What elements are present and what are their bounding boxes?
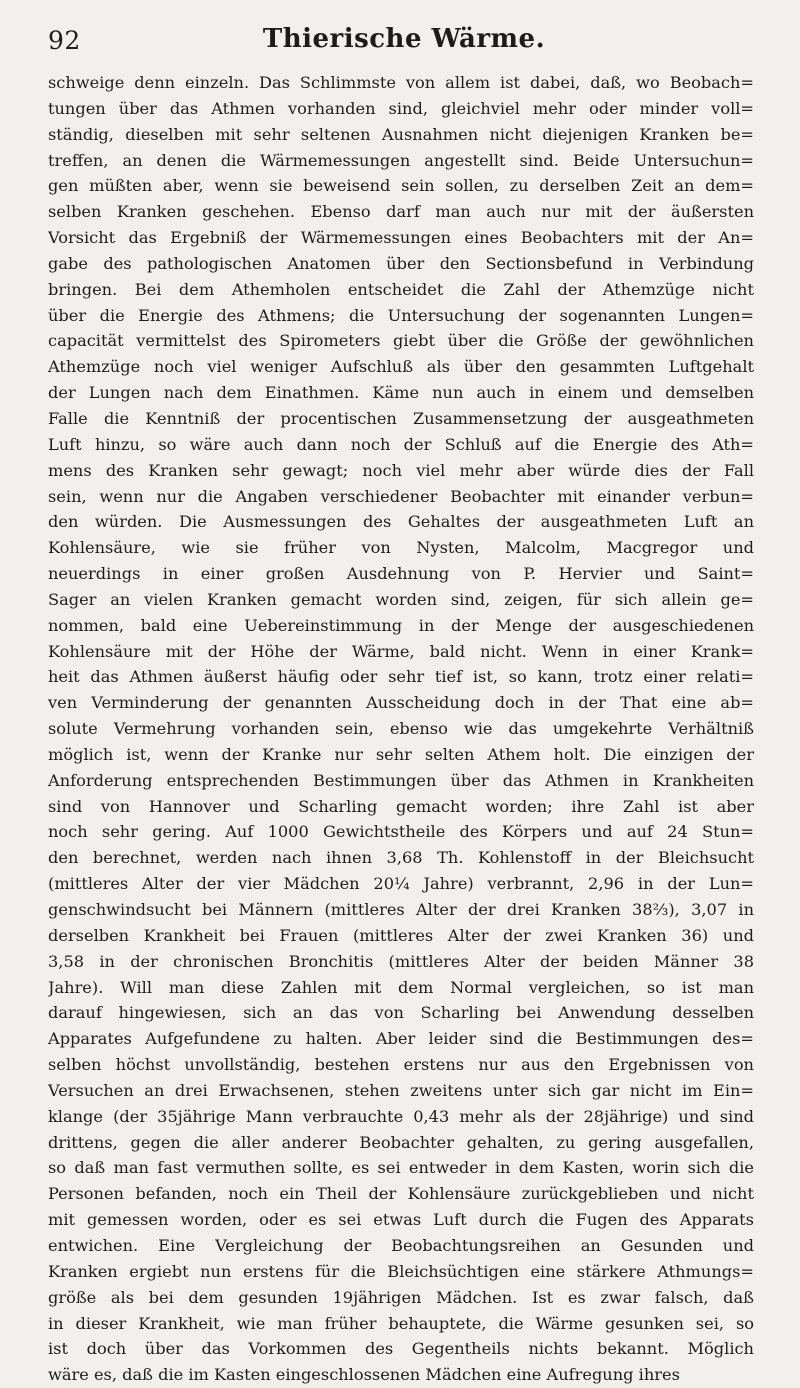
text-line: der Lungen nach dem Einathmen. Käme nun auch in einem und demselben	[48, 383, 754, 403]
text-line: Falle die Kenntniß der procentischen Zusammensetzung der ausgeathmeten	[48, 408, 754, 428]
text-line: schweige denn einzeln. Das Schlimmste von allem ist dabei, daß, wo Beobach=	[48, 73, 754, 92]
text-line: in dieser Krankheit, wie man früher behauptete, die Wärme gesunken sei, so	[48, 1313, 754, 1333]
body-text	[48, 70, 754, 1388]
text-line: Vorsicht das Ergebniß der Wärmemessungen eines Beobachters mit der An=	[48, 228, 754, 248]
text-line: Apparates Aufgefundene zu halten. Aber leider sind die Bestimmungen des=	[48, 1029, 754, 1049]
text-line: Personen befanden, noch ein Theil der Kohlensäure zurückgeblieben und nicht	[48, 1184, 754, 1204]
text-line: ven Verminderung der genannten Ausscheidung doch in der That eine ab=	[48, 693, 754, 713]
text-line: noch sehr gering. Auf 1000 Gewichtstheile des Körpers und auf 24 Stun=	[48, 822, 754, 842]
text-line: ist doch über das Vorkommen des Gegentheils nichts bekannt. Möglich	[48, 1339, 754, 1359]
text-line: solute Vermehrung vorhanden sein, ebenso wie das umgekehrte Verhältniß	[48, 719, 754, 739]
text-line: Jahre). Will man diese Zahlen mit dem Normal vergleichen, so ist man	[48, 977, 754, 997]
page-header	[48, 20, 760, 60]
text-line: mens des Kranken sehr gewagt; noch viel mehr aber würde dies der Fall	[48, 460, 754, 480]
text-line: über die Energie des Athmens; die Untersuchung der sogenannten Lungen=	[48, 305, 754, 325]
text-line: derselben Krankheit bei Frauen (mittleres Alter der zwei Kranken 36) und	[48, 925, 754, 945]
text-line: sind von Hannover und Scharling gemacht worden; ihre Zahl ist aber	[48, 796, 754, 816]
text-line: Kohlensäure, wie sie früher von Nysten, Malcolm, Macgregor und	[48, 538, 754, 558]
text-line: den würden. Die Ausmessungen des Gehaltes der ausgeathmeten Luft an	[48, 512, 754, 532]
text-line: treffen, an denen die Wärmemessungen angestellt sind. Beide Untersuchun=	[48, 150, 754, 170]
text-line: genschwindsucht bei Männern (mittleres Alter der drei Kranken 38⅔), 3,07 in	[48, 900, 754, 919]
text-line: heit das Athmen äußerst häufig oder sehr tief ist, so kann, trotz einer relati=	[48, 667, 754, 687]
text-line: drittens, gegen die aller anderer Beobachter gehalten, zu gering ausgefallen,	[48, 1132, 754, 1152]
text-line: so daß man fast vermuthen sollte, es sei entweder in dem Kasten, worin sich die	[48, 1158, 754, 1178]
text-line: Athemzüge noch viel weniger Aufschluß als über den gesammten Luftgehalt	[48, 357, 754, 377]
text-line: Versuchen an drei Erwachsenen, stehen zweitens unter sich gar nicht im Ein=	[48, 1080, 754, 1100]
text-line: Anforderung entsprechenden Bestimmungen über das Athmen in Krankheiten	[48, 770, 754, 790]
text-line: selben Kranken geschehen. Ebenso darf man auch nur mit der äußersten	[48, 202, 754, 222]
text-line: Sager an vielen Kranken gemacht worden sind, zeigen, für sich allein ge=	[48, 589, 754, 609]
text-line: größe als bei dem gesunden 19jährigen Mädchen. Ist es zwar falsch, daß	[48, 1287, 754, 1307]
text-line: bringen. Bei dem Athemholen entscheidet die Zahl der Athemzüge nicht	[48, 279, 754, 299]
text-line: nommen, bald eine Uebereinstimmung in der Menge der ausgeschiedenen	[48, 615, 754, 635]
text-line: Kranken ergiebt nun erstens für die Bleichsüchtigen eine stärkere Athmungs=	[48, 1261, 754, 1281]
text-line: wäre es, daß die im Kasten eingeschlossenen Mädchen eine Aufregung ihres	[48, 1365, 680, 1385]
text-line: sein, wenn nur die Angaben verschiedener Beobachter mit einander verbun=	[48, 486, 754, 506]
text-line: gabe des pathologischen Anatomen über den Sectionsbefund in Verbindung	[48, 253, 754, 273]
text-line: 3,58 in der chronischen Bronchitis (mittleres Alter der beiden Männer 38	[48, 951, 754, 971]
text-line: mit gemessen worden, oder es sei etwas Luft durch die Fugen des Apparats	[48, 1210, 754, 1230]
text-line: capacität vermittelst des Spirometers giebt über die Größe der gewöhnlichen	[48, 331, 754, 351]
text-line: ständig, dieselben mit sehr seltenen Ausnahmen nicht diejenigen Kranken be=	[48, 124, 754, 144]
text-line: möglich ist, wenn der Kranke nur sehr selten Athem holt. Die einzigen der	[48, 744, 754, 764]
text-line: (mittleres Alter der vier Mädchen 20¼ Jahre) verbrannt, 2,96 in der Lun=	[48, 874, 754, 894]
running-title: Thierische Wärme.	[262, 24, 546, 54]
text-line: tungen über das Athmen vorhanden sind, gleichviel mehr oder minder voll=	[48, 98, 754, 118]
text-line: neuerdings in einer großen Ausdehnung von P. Hervier und Saint=	[48, 564, 754, 584]
text-line: darauf hingewiesen, sich an das von Scharling bei Anwendung desselben	[48, 1003, 754, 1023]
text-line: gen müßten aber, wenn sie beweisend sein sollen, zu derselben Zeit an dem=	[48, 176, 754, 196]
text-line: Kohlensäure mit der Höhe der Wärme, bald nicht. Wenn in einer Krank=	[48, 641, 754, 661]
text-line: selben höchst unvollständig, bestehen erstens nur aus den Ergebnissen von	[48, 1055, 754, 1075]
text-line: den berechnet, werden nach ihnen 3,68 Th. Kohlenstoff in der Bleichsucht	[48, 848, 754, 868]
text-line: klange (der 35jährige Mann verbrauchte 0,43 mehr als der 28jährige) und sind	[48, 1106, 754, 1126]
page-number: 92	[48, 26, 81, 55]
text-line: entwichen. Eine Vergleichung der Beobachtungsreihen an Gesunden und	[48, 1235, 754, 1255]
text-line: Luft hinzu, so wäre auch dann noch der Schluß auf die Energie des Ath=	[48, 434, 754, 454]
